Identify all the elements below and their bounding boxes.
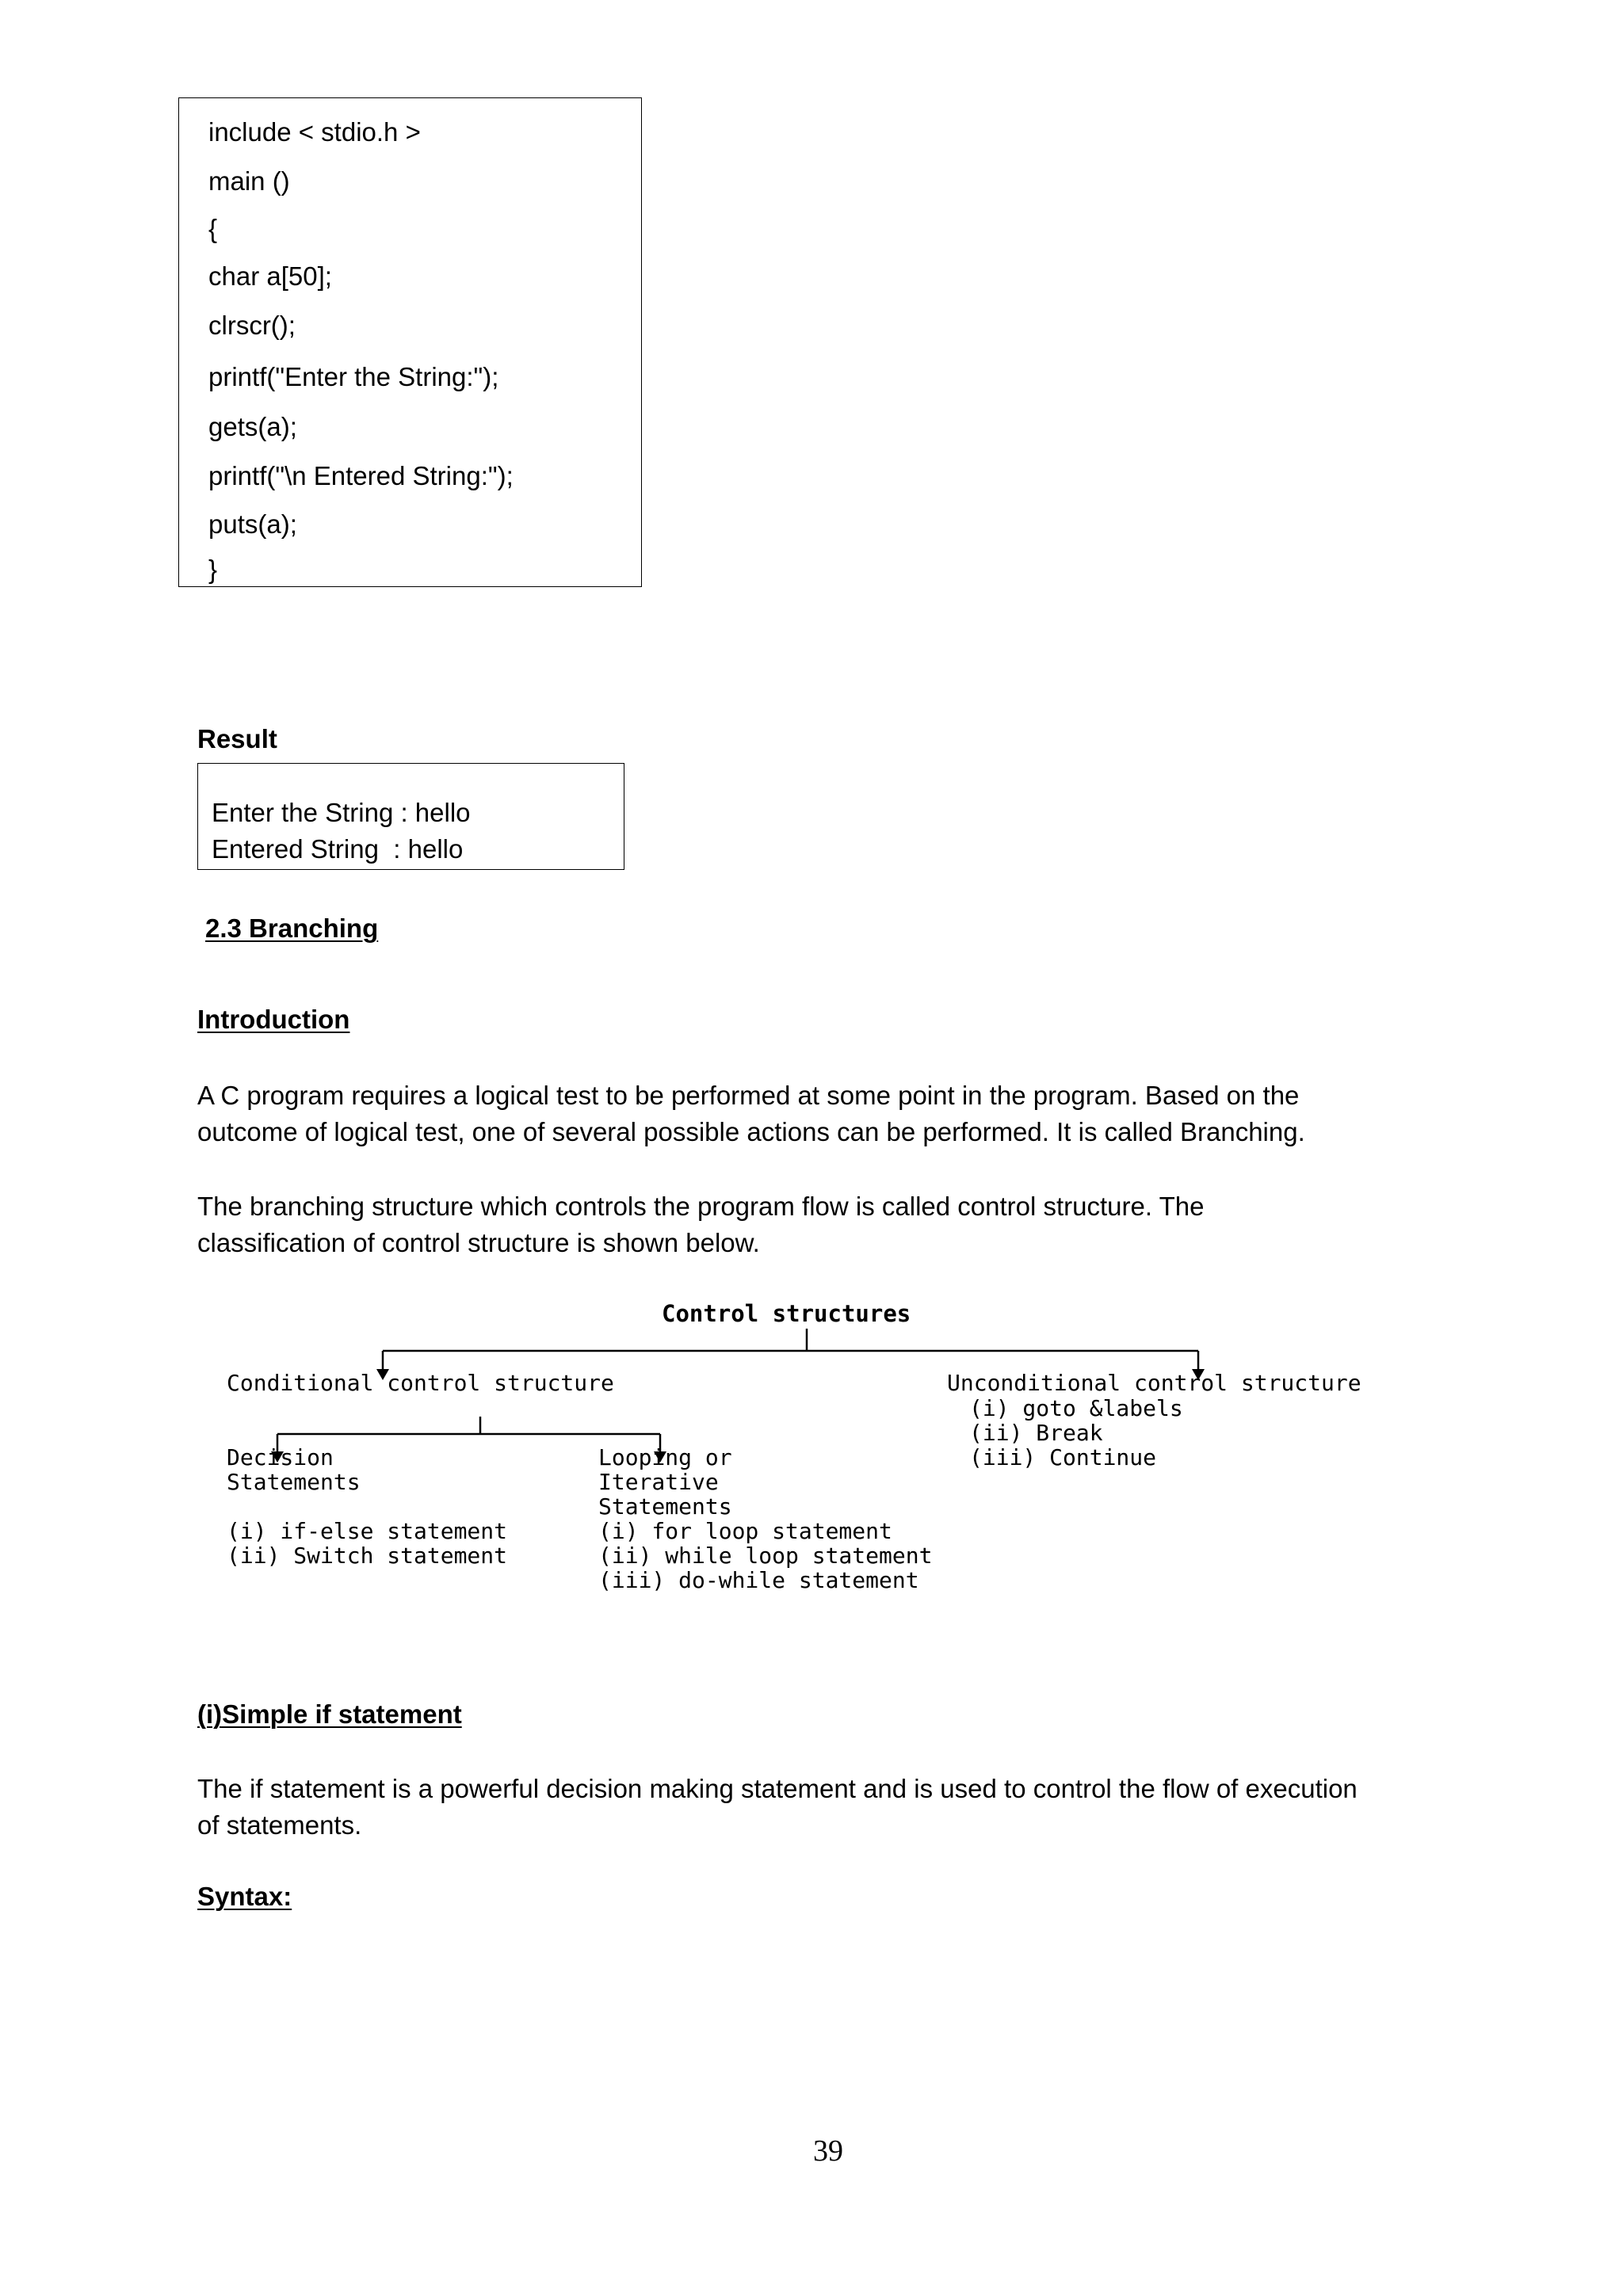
simple-if-heading: (i)Simple if statement xyxy=(197,1699,462,1729)
looping-item: (ii) while loop statement xyxy=(598,1543,933,1569)
looping-label: Looping or xyxy=(598,1444,732,1470)
result-line: Entered String : hello xyxy=(212,834,464,864)
conditional-label: Conditional control structure xyxy=(227,1370,614,1396)
paragraph-line: outcome of logical test, one of several possible actions can be performed. It is called Branching. xyxy=(197,1117,1305,1146)
looping-item: (iii) do-while statement xyxy=(598,1567,919,1593)
paragraph-line: The if statement is a powerful decision making statement and is used to control the flow of execution xyxy=(197,1774,1358,1803)
syntax-heading: Syntax: xyxy=(197,1882,292,1911)
paragraph-line: of statements. xyxy=(197,1810,362,1840)
control-paragraph xyxy=(197,1188,1465,1261)
looping-label: Statements xyxy=(598,1493,732,1520)
unconditional-item: (iii) Continue xyxy=(969,1444,1157,1470)
diagram-title: Control structures xyxy=(662,1300,911,1327)
unconditional-item: (ii) Break xyxy=(969,1420,1103,1446)
code-line: gets(a); xyxy=(208,412,297,441)
result-line: Enter the String : hello xyxy=(212,798,471,827)
code-block xyxy=(178,97,642,587)
code-line: include < stdio.h > xyxy=(208,117,421,147)
control-structures-diagram xyxy=(214,1283,1403,1616)
code-line: puts(a); xyxy=(208,509,297,539)
intro-heading: Introduction xyxy=(197,1005,350,1034)
decision-item: (ii) Switch statement xyxy=(227,1543,508,1569)
result-title: Result xyxy=(197,724,277,753)
unconditional-label: Unconditional control structure xyxy=(947,1370,1361,1396)
code-line: char a[50]; xyxy=(208,261,332,291)
result-box xyxy=(197,763,624,870)
code-line: printf("Enter the String:"); xyxy=(208,362,499,391)
code-line: main () xyxy=(208,166,290,196)
page-number: 39 xyxy=(813,2134,843,2168)
code-line: } xyxy=(208,555,218,584)
looping-label: Iterative xyxy=(598,1469,719,1495)
decision-item: (i) if-else statement xyxy=(227,1518,508,1544)
paragraph-line: classification of control structure is shown below. xyxy=(197,1228,760,1257)
paragraph-line: A C program requires a logical test to be performed at some point in the program. Based on the xyxy=(197,1081,1300,1110)
code-line: printf("\n Entered String:"); xyxy=(208,461,514,490)
unconditional-item: (i) goto &labels xyxy=(969,1395,1183,1421)
simple-if-paragraph xyxy=(197,1771,1465,1844)
code-line: clrscr(); xyxy=(208,311,296,340)
intro-paragraph xyxy=(197,1077,1465,1150)
paragraph-line: The branching structure which controls the program flow is called control structure. The xyxy=(197,1192,1205,1221)
decision-label: Statements xyxy=(227,1469,361,1495)
code-line: { xyxy=(208,214,218,243)
looping-item: (i) for loop statement xyxy=(598,1518,892,1544)
decision-label: Decision xyxy=(227,1444,334,1470)
section-heading: 2.3 Branching xyxy=(205,913,379,943)
